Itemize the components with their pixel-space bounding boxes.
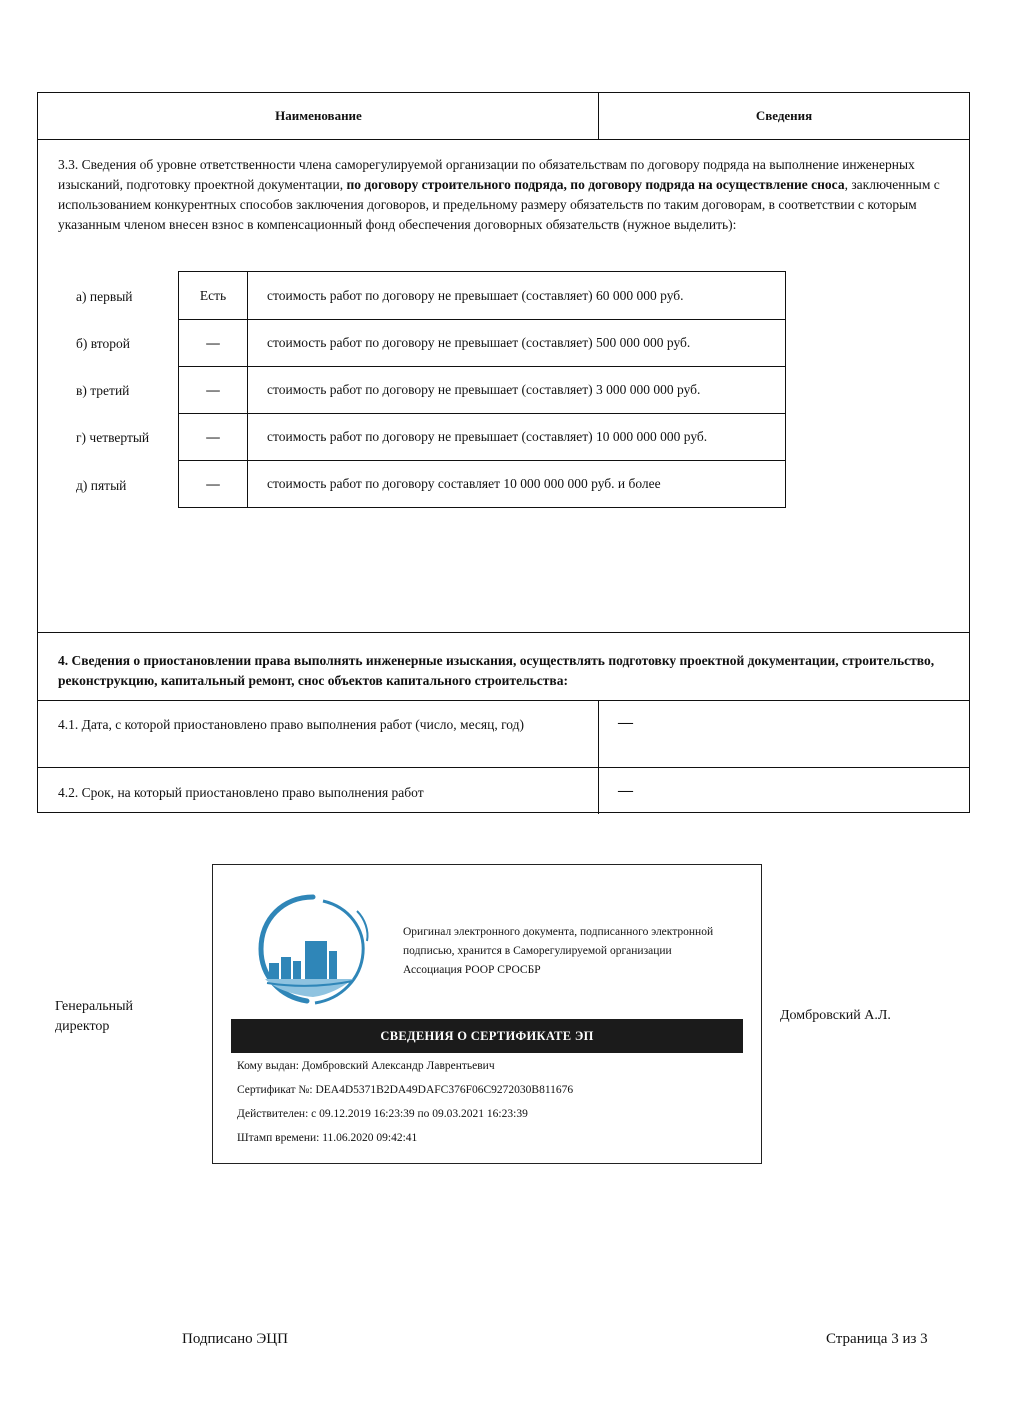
header-bottom-line [38, 139, 969, 140]
level-row [179, 272, 785, 319]
level-name: в) третий [76, 383, 130, 398]
section-33-part2: , заключенным с использованием конкурентных способов заключения договоров, и предельному размеру обязательств по таким договорам, в соответствии с которым указанным членом внесен взнос в компенсационный фонд обеспечения договорных обязательств (нужное выделить): [58, 177, 940, 232]
level-desc: стоимость работ по договору не превышает (составляет) 10 000 000 000 руб. [267, 428, 708, 444]
level-mark: — [206, 475, 220, 491]
certificate-validity: Действителен: с 09.12.2019 16:23:39 по 09.03.2021 16:23:39 [237, 1108, 528, 1120]
section-4-bottom-line [38, 700, 969, 701]
certificate-number: Сертификат №: DEA4D5371B2DA49DAFC376F06C9272030B811676 [237, 1084, 574, 1096]
row-41-label: 4.1. Дата, с которой приостановлено право выполнения работ (число, месяц, год) [58, 717, 525, 732]
footer-signed: Подписано ЭЦП [182, 1331, 288, 1347]
row-42-value: — [618, 783, 633, 799]
original-note: Оригинал электронного документа, подписанного электронной подписью, хранится в Саморегулируемой организации Ассоциация РООР СРОСБР [403, 926, 714, 976]
section-33-text [58, 155, 948, 235]
level-mark: Есть [199, 287, 227, 303]
level-desc: стоимость работ по договору не превышает (составляет) 500 000 000 руб. [267, 334, 691, 350]
header-name: Наименование [275, 108, 362, 123]
section-4-top-line [38, 632, 969, 633]
level-desc: стоимость работ по договору не превышает (составляет) 60 000 000 руб. [267, 287, 684, 303]
section-33-bold: по договору строительного подряда, по договору подряда на осуществление сноса [346, 177, 845, 192]
level-mark: — [206, 428, 220, 444]
sro-logo-icon [253, 891, 373, 1009]
certificate-stamp [212, 864, 762, 1164]
info-table [37, 92, 970, 813]
section-4-divider [598, 700, 599, 814]
level-row [179, 319, 785, 366]
header-divider [598, 93, 599, 140]
levels-table [178, 271, 786, 508]
level-mark: — [206, 381, 220, 397]
row-42-label: 4.2. Срок, на который приостановлено право выполнения работ [58, 785, 424, 800]
level-name: б) второй [76, 336, 130, 351]
level-name: г) четвертый [76, 430, 150, 445]
level-row [179, 366, 785, 413]
signer-name: Домбровский А.Л. [780, 1008, 891, 1023]
level-mark: — [206, 334, 220, 350]
header-info: Сведения [755, 108, 813, 123]
level-name: а) первый [76, 289, 133, 304]
level-row [179, 413, 785, 460]
issued-to: Кому выдан: Домбровский Александр Лаврентьевич [237, 1060, 495, 1072]
certificate-title-bar: СВЕДЕНИЯ О СЕРТИФИКАТЕ ЭП [231, 1019, 743, 1053]
row-41-value: — [618, 715, 633, 731]
level-desc: стоимость работ по договору составляет 10 000 000 000 руб. и более [267, 475, 661, 491]
level-row [179, 460, 785, 507]
level-desc: стоимость работ по договору не превышает (составляет) 3 000 000 000 руб. [267, 381, 701, 397]
signer-position: Генеральный директор [55, 999, 134, 1034]
section-33-part1: 3.3. Сведения об уровне ответственности члена саморегулируемой организации по обязательствам по договору подряда на выполнение инженерных изысканий, подготовку проектной документации, [58, 157, 915, 192]
timestamp: Штамп времени: 11.06.2020 09:42:41 [237, 1132, 418, 1144]
footer-page-number: Страница 3 из 3 [826, 1331, 928, 1347]
level-name: д) пятый [76, 478, 127, 493]
section-4-title: 4. Сведения о приостановлении права выполнять инженерные изыскания, осуществлять подготовку проектной документации, строительство, реконструкцию, капитальный ремонт, снос объектов капитального строительства: [58, 653, 935, 688]
row-41-bottom-line [38, 767, 969, 768]
